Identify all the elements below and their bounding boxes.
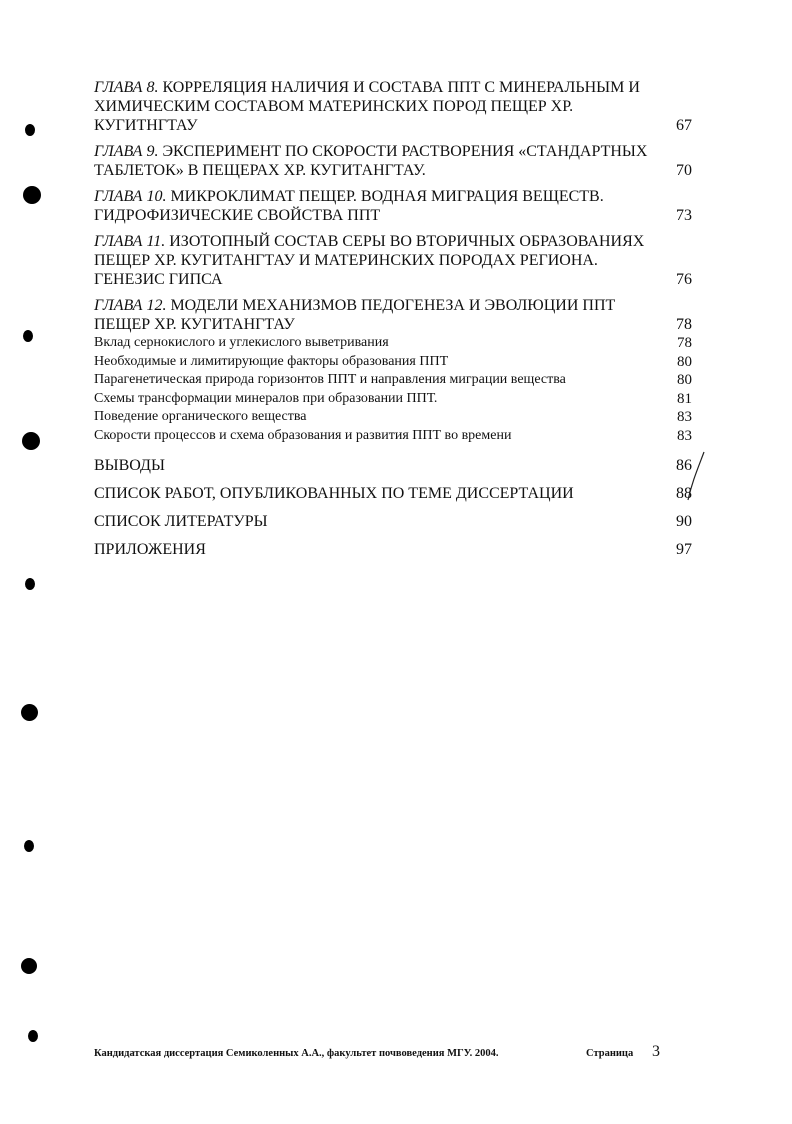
subsection-title: Вклад сернокислого и углекислого выветривания xyxy=(94,335,389,350)
binder-hole-4 xyxy=(22,432,40,450)
toc-chapter-10[interactable] xyxy=(94,187,694,225)
page-number: 73 xyxy=(676,207,692,224)
chapter-label: ГЛАВА 9. xyxy=(94,143,159,160)
page-number: 97 xyxy=(676,541,692,558)
toc-subsection[interactable] xyxy=(94,408,694,427)
page-number: 76 xyxy=(676,271,692,288)
binder-hole-6 xyxy=(21,704,38,721)
page-number: 67 xyxy=(676,117,692,134)
table-of-contents xyxy=(94,78,694,559)
footer-page-number: 3 xyxy=(652,1043,660,1060)
binder-hole-3 xyxy=(23,330,33,342)
page-footer xyxy=(94,1043,664,1060)
chapter-label: ГЛАВА 12. xyxy=(94,297,167,314)
chapter-title: ИЗОТОПНЫЙ СОСТАВ СЕРЫ ВО ВТОРИЧНЫХ ОБРАЗОВАНИЯХ ПЕЩЕР ХР. КУГИТАНГТАУ И МАТЕРИНСКИХ ПОРОДАХ РЕГИОНА. ГЕНЕЗИС ГИПСА xyxy=(94,233,645,288)
toc-subsection[interactable] xyxy=(94,427,694,446)
binder-hole-2 xyxy=(23,186,41,204)
toc-section-conclusions[interactable] xyxy=(94,456,694,475)
page-number: 90 xyxy=(676,513,692,530)
page-number: 81 xyxy=(677,390,692,407)
toc-section-appendices[interactable] xyxy=(94,540,694,559)
toc-subsection[interactable] xyxy=(94,353,694,372)
chapter-label: ГЛАВА 11. xyxy=(94,233,166,250)
page-number: 83 xyxy=(677,409,692,425)
toc-chapter-8[interactable] xyxy=(94,78,694,135)
chapter-title: МИКРОКЛИМАТ ПЕЩЕР. ВОДНАЯ МИГРАЦИЯ ВЕЩЕСТВ. ГИДРОФИЗИЧЕСКИЕ СВОЙСТВА ППТ xyxy=(94,188,604,224)
toc-section-publications[interactable] xyxy=(94,484,694,503)
binder-hole-7 xyxy=(24,840,34,852)
pen-mark xyxy=(680,448,710,508)
page-number: 70 xyxy=(676,162,692,179)
section-title: СПИСОК РАБОТ, ОПУБЛИКОВАННЫХ ПО ТЕМЕ ДИССЕРТАЦИИ xyxy=(94,485,574,502)
page-number: 80 xyxy=(677,353,692,370)
section-title: ВЫВОДЫ xyxy=(94,457,165,474)
toc-chapter-9[interactable] xyxy=(94,142,694,180)
section-title: СПИСОК ЛИТЕРАТУРЫ xyxy=(94,513,268,530)
subsection-title: Необходимые и лимитирующие факторы образования ППТ xyxy=(94,353,449,369)
page-number: 86 xyxy=(676,457,692,474)
page-number: 88 xyxy=(676,485,692,502)
chapter-title: КОРРЕЛЯЦИЯ НАЛИЧИЯ И СОСТАВА ППТ С МИНЕРАЛЬНЫМ И ХИМИЧЕСКИМ СОСТАВОМ МАТЕРИНСКИХ ПОРОД ПЕЩЕР ХР. КУГИТНГТАУ xyxy=(94,79,640,134)
subsection-title: Схемы трансформации минералов при образовании ППТ. xyxy=(94,390,438,406)
toc-subsection[interactable] xyxy=(94,334,694,353)
footer-left-text: Кандидатская диссертация Семиколенных А.А., факультет почвоведения МГУ. 2004. xyxy=(94,1048,499,1059)
subsection-title: Парагенетическая природа горизонтов ППТ и направления миграции вещества xyxy=(94,372,566,387)
toc-subsection[interactable] xyxy=(94,371,694,390)
toc-chapter-11[interactable] xyxy=(94,232,694,289)
page-number: 78 xyxy=(677,335,692,351)
binder-hole-8 xyxy=(21,958,37,974)
toc-chapter-12[interactable] xyxy=(94,296,694,334)
chapter-title: МОДЕЛИ МЕХАНИЗМОВ ПЕДОГЕНЕЗА И ЭВОЛЮЦИИ ППТ ПЕЩЕР ХР. КУГИТАНГТАУ xyxy=(94,297,616,333)
subsection-title: Поведение органического вещества xyxy=(94,409,307,424)
page-number: 80 xyxy=(677,372,692,388)
chapter-label: ГЛАВА 10. xyxy=(94,188,167,205)
toc-section-references[interactable] xyxy=(94,512,694,531)
footer-page-label: Страница xyxy=(586,1048,634,1059)
subsection-title: Скорости процессов и схема образования и развития ППТ во времени xyxy=(94,427,512,443)
page-number: 83 xyxy=(677,427,692,444)
chapter-title: ЭКСПЕРИМЕНТ ПО СКОРОСТИ РАСТВОРЕНИЯ «СТАНДАРТНЫХ ТАБЛЕТОК» В ПЕЩЕРАХ ХР. КУГИТАНГТАУ. xyxy=(94,143,648,179)
binder-hole-5 xyxy=(25,578,35,590)
section-title: ПРИЛОЖЕНИЯ xyxy=(94,541,206,558)
page-number: 78 xyxy=(676,316,692,333)
binder-hole-1 xyxy=(25,124,35,136)
toc-subsection[interactable] xyxy=(94,390,694,409)
chapter-label: ГЛАВА 8. xyxy=(94,79,159,96)
binder-hole-9 xyxy=(28,1030,38,1042)
